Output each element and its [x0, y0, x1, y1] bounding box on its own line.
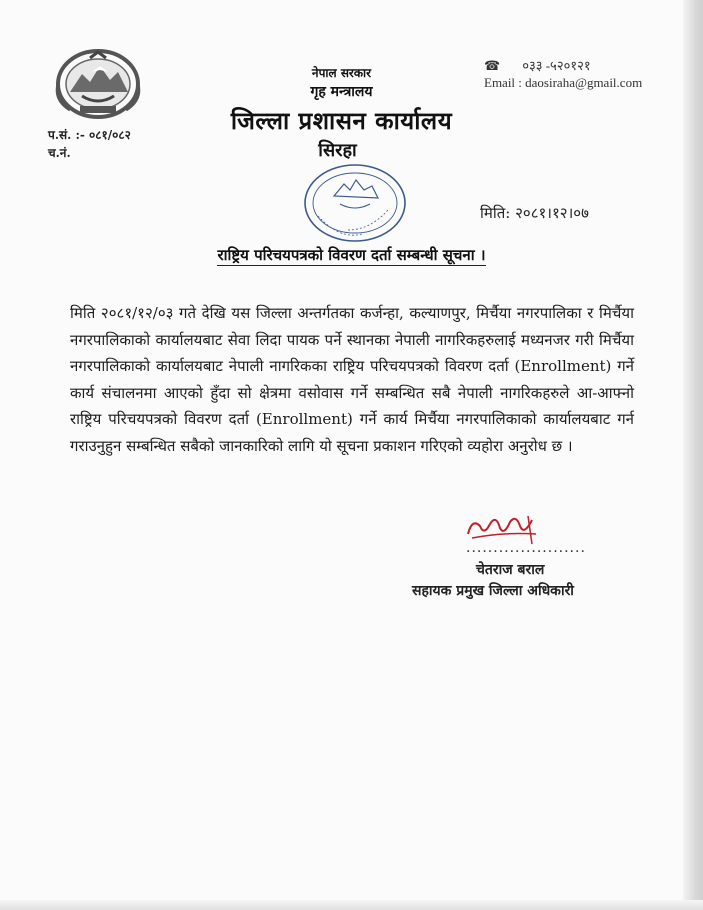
scan-edge-bottom: [0, 900, 703, 910]
notice-body: मिति २०८१/१२/०३ गते देखि यस जिल्ला अन्तर्गतका कर्जन्हा, कल्याणपुर, मिर्चैया नगरपालिका र मिर्चैया नगरपालिकाको कार्यालयबाट सेवा लिदा पायक पर्ने स्थानका नेपाली नागरिकहरुलाई मध्यनजर गरी मिर्चैया नगरपालिकाको कार्यालयबाट नेपाली नागरिकका राष्ट्रिय परिचयपत्रको विवरण दर्ता (Enrollment) गर्ने कार्य संचालनमा आएको हुँदा सो क्षेत्रमा वसोवास गर्ने सम्बन्धित सबै नेपाली नागरिकहरुले आ-आफ्नो राष्ट्रिय परिचयपत्रको विवरण दर्ता (Enrollment) गर्ने कार्य मिर्चैया नगरपालिकाको कार्यालयबाट गर्न गराउनुहुन सम्बन्धित सबैको जानकारिको लागि यो सूचना प्रकाशन गरिएको व्यहोरा अनुरोध छ ।: [70, 304, 634, 455]
email-address: Email : daosiraha@gmail.com: [484, 75, 643, 90]
phone-number: ०३३ -५२०१२१: [522, 58, 591, 73]
district-name: सिरहा: [318, 140, 357, 161]
notice-subject: [0, 245, 703, 265]
signatory-name: चेतराज बराल: [476, 562, 545, 578]
office-stamp: [300, 160, 410, 246]
signatory-title: सहायक प्रमुख जिल्ला अधिकारी: [412, 583, 574, 599]
notice-subject-text: राष्ट्रिय परिचयपत्रको विवरण दर्ता सम्बन्धी सूचना ।: [217, 246, 486, 264]
signature-line: ......................: [466, 540, 586, 556]
phone-line: [484, 56, 591, 74]
ministry-name: गृह मन्त्रालय: [310, 84, 373, 100]
office-name: जिल्ला प्रशासन कार्यालय: [230, 106, 453, 135]
reference-number: प.सं. :- ०८१/०८२: [48, 128, 131, 142]
dispatch-number: च.नं.: [48, 146, 71, 160]
letter-date: मिति: २०८१।१२।०७: [480, 204, 589, 222]
government-name: नेपाल सरकार: [311, 66, 372, 80]
telephone-icon: ☎: [484, 58, 501, 73]
